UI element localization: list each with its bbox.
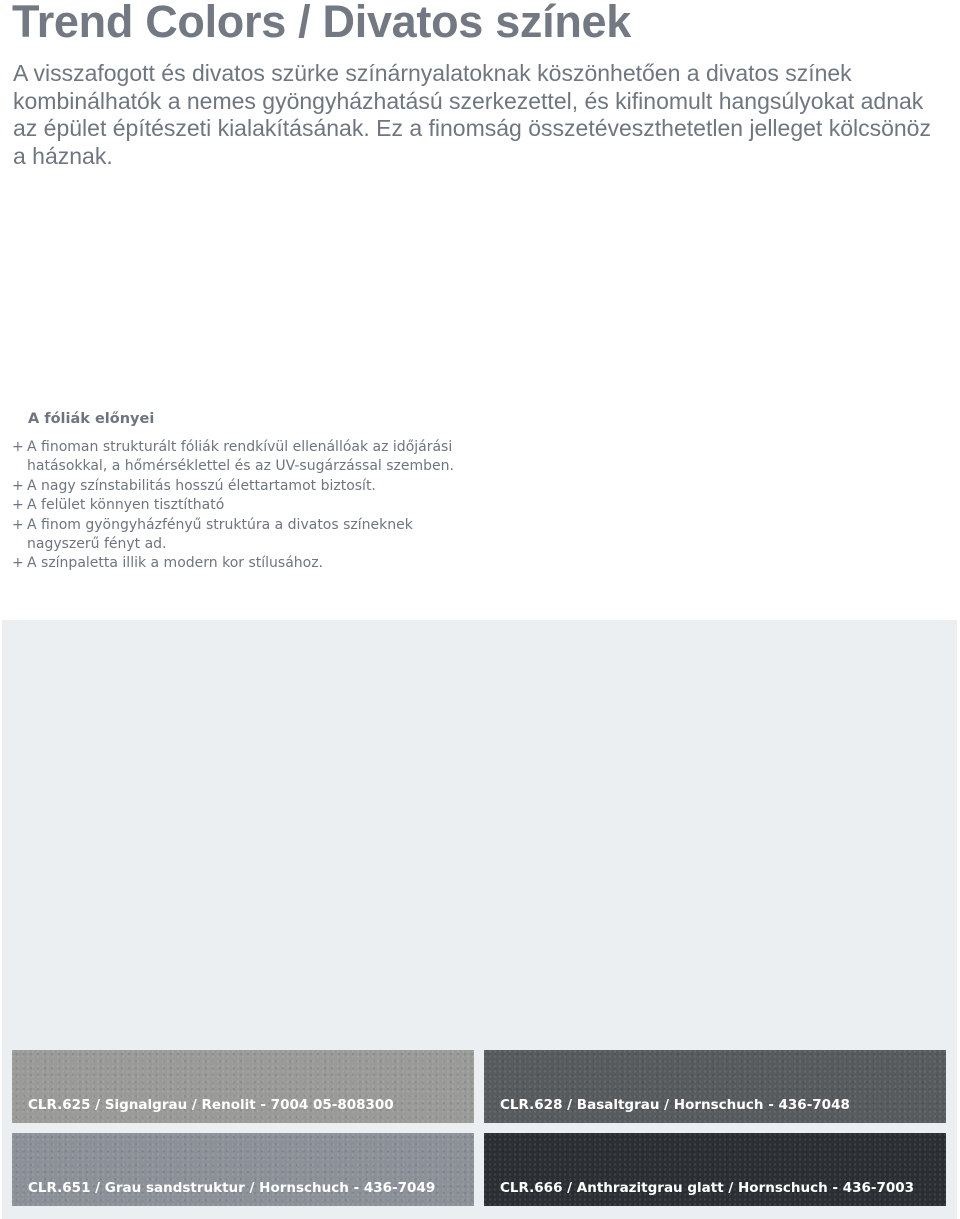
benefit-item bbox=[12, 477, 472, 496]
color-swatch-grau-sandstruktur bbox=[12, 1133, 474, 1206]
plus-icon: + bbox=[12, 516, 24, 533]
benefit-text: A színpaletta illik a modern kor stílusához. bbox=[27, 555, 324, 572]
benefit-text: A nagy színstabilitás hosszú élettartamot biztosít. bbox=[27, 477, 376, 494]
benefit-text: A felület könnyen tisztítható bbox=[27, 497, 225, 514]
benefit-item bbox=[12, 438, 472, 477]
page-title: Trend Colors / Divatos színek bbox=[12, 0, 631, 47]
benefit-item bbox=[12, 554, 472, 573]
benefit-text: A finoman strukturált fóliák rendkívül ellenállóak az időjárási hatásokkal, a hőmérséklettel és az UV-sugárzással szemben. bbox=[27, 439, 454, 475]
swatch-label: CLR.625 / Signalgrau / Renolit - 7004 05-808300 bbox=[28, 1097, 394, 1113]
swatch-label: CLR.628 / Basaltgrau / Hornschuch - 436-7048 bbox=[500, 1097, 850, 1113]
benefits-heading: A fóliák előnyei bbox=[28, 411, 155, 427]
plus-icon: + bbox=[12, 497, 24, 514]
plus-icon: + bbox=[12, 439, 24, 455]
plus-icon: + bbox=[12, 477, 24, 494]
benefits-list bbox=[12, 438, 472, 574]
benefit-text: A finom gyöngyházfényű struktúra a divatos színeknek nagyszerű fényt ad. bbox=[27, 516, 413, 553]
product-image-area bbox=[2, 620, 957, 1219]
plus-icon: + bbox=[12, 555, 24, 572]
benefit-item bbox=[12, 516, 472, 555]
color-swatch-signalgrau bbox=[12, 1050, 474, 1123]
swatch-label: CLR.651 / Grau sandstruktur / Hornschuch - 436-7049 bbox=[28, 1180, 436, 1196]
color-swatch-anthrazitgrau bbox=[484, 1133, 946, 1206]
intro-paragraph: A visszafogott és divatos szürke színárnyalatoknak köszönhetően a divatos színek kombinálhatók a nemes gyöngyházhatású szerkezettel, és kifinomult hangsúlyokat adnak az épület építészeti kialakításának. Ez a finomság összetéveszthetetlen jelleget kölcsönöz a háznak. bbox=[13, 60, 931, 169]
benefit-item bbox=[12, 496, 472, 515]
swatch-label: CLR.666 / Anthrazitgrau glatt / Hornschuch - 436-7003 bbox=[500, 1180, 915, 1196]
color-swatch-basaltgrau bbox=[484, 1050, 946, 1123]
